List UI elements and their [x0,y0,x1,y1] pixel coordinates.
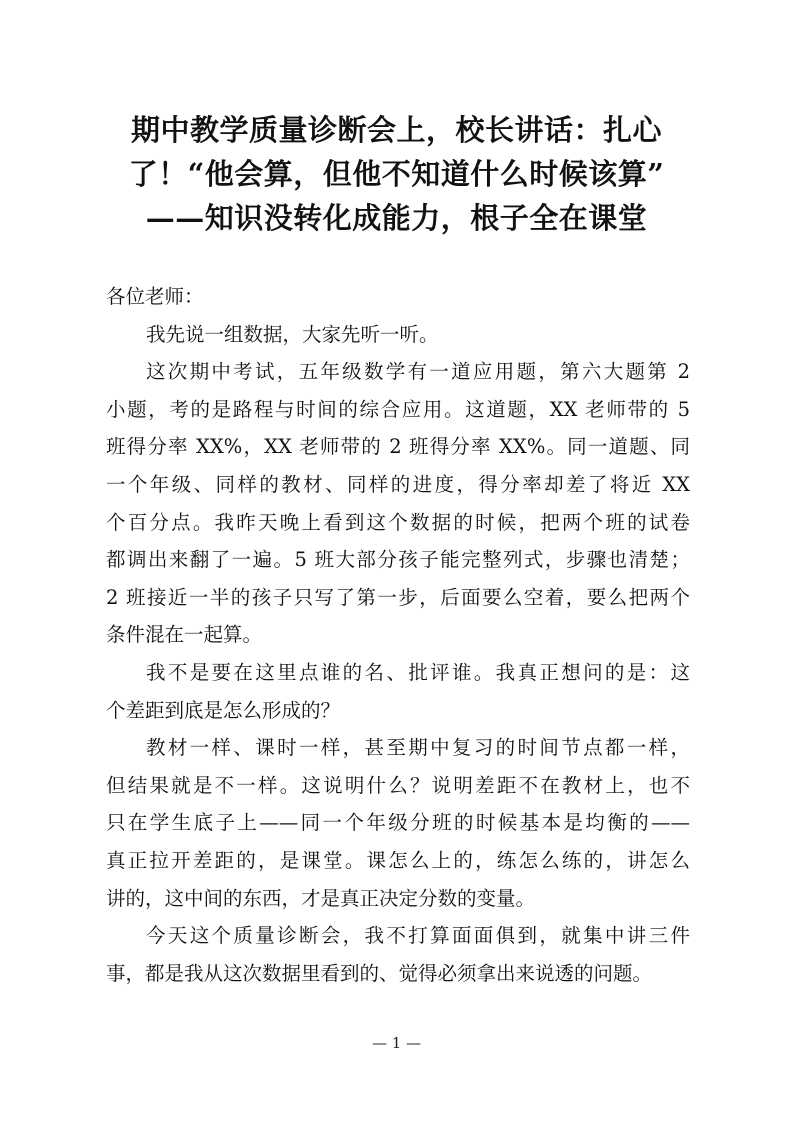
salutation-line: 各位老师： [106,285,204,308]
paragraph-line: 讲的，这中间的东西，才是真正决定分数的变量。 [106,886,536,910]
paragraph-line: 班得分率 XX%，XX 老师带的 2 班得分率 XX%。同一道题、同 [106,435,690,459]
salutation [106,278,690,316]
paragraph-line: 今天这个质量诊断会，我不打算面面俱到，就集中讲三件 [146,924,690,948]
paragraph-3 [106,654,690,729]
paragraph-line: 2 班接近一半的孩子只写了第一步，后面要么空着，要么把两个 [106,585,690,609]
paragraph-line: 只在学生底子上——同一个年级分班的时候基本是均衡的—— [106,811,690,835]
page-number: — 1 — [371,1034,422,1052]
title-line-3: ——知识没转化成能力，根子全在课堂 [145,201,648,235]
paragraph-line: 我不是要在这里点谁的名、批评谁。我真正想问的是：这 [146,660,690,684]
paragraph-line: 条件混在一起算。 [106,623,263,647]
paragraph-line: 小题，考的是路程与时间的综合应用。这道题，XX 老师带的 5 [106,397,690,421]
paragraph-line: 我先说一组数据，大家先听一听。 [146,322,439,346]
paragraph-line: 一个年级、同样的教材、同样的进度，得分率却差了将近 XX [106,472,690,496]
paragraph-line: 个差距到底是怎么形成的？ [106,698,341,722]
paragraph-4 [106,729,690,917]
title-line-2: 了！“他会算，但他不知道什么时候该算” [128,157,665,191]
paragraph-1 [106,316,690,354]
paragraph-line: 但结果就是不一样。这说明什么？说明差距不在教材上，也不 [106,773,690,797]
title-line-1: 期中教学质量诊断会上，校长讲话：扎心 [130,113,662,147]
paragraph-line: 教材一样、课时一样，甚至期中复习的时间节点都一样， [146,736,690,760]
paragraph-line: 事，都是我从这次数据里看到的、觉得必须拿出来说透的问题。 [106,961,653,985]
paragraph-5 [106,917,690,992]
paragraph-line: 都调出来翻了一遍。5 班大部分孩子能完整列式，步骤也清楚； [106,548,690,572]
paragraph-line: 个百分点。我昨天晚上看到这个数据的时候，把两个班的试卷 [106,510,690,534]
document-title [100,108,693,240]
paragraph-line: 真正拉开差距的，是课堂。课怎么上的，练怎么练的，讲怎么 [106,848,690,872]
paragraph-2 [106,353,690,654]
document-body [106,278,690,992]
paragraph-line: 这次期中考试，五年级数学有一道应用题，第六大题第 2 [146,360,690,384]
